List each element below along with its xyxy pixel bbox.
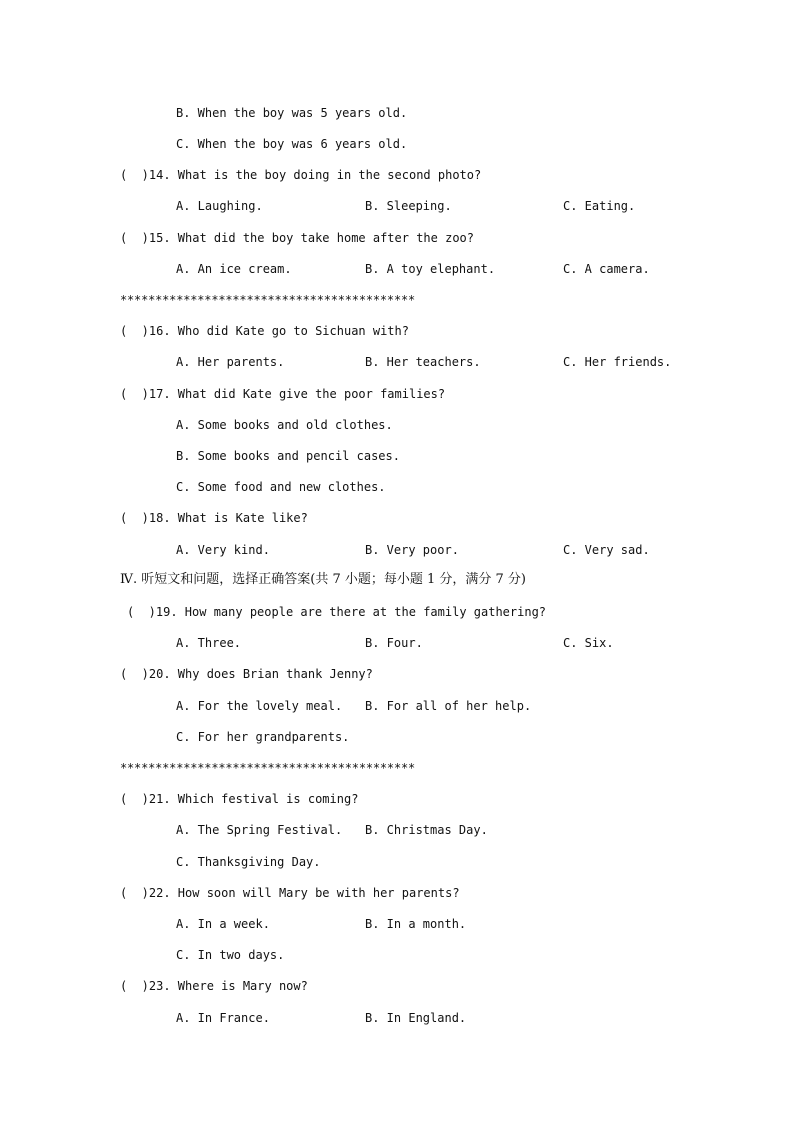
q20-option-c: C. For her grandparents. — [176, 730, 350, 744]
separator-1: ****************************************** — [120, 293, 416, 307]
q23-option-b: B. In England. — [365, 1011, 467, 1025]
q14-option-c: C. Eating. — [563, 199, 636, 213]
q22-question: ( )22. How soon will Mary be with her parents? — [120, 886, 460, 900]
q13-option-b: B. When the boy was 5 years old. — [176, 106, 408, 120]
q18-option-a: A. Very kind. — [176, 543, 270, 557]
q20-option-a: A. For the lovely meal. — [176, 699, 343, 713]
q20-option-b: B. For all of her help. — [365, 699, 532, 713]
separator-2: ****************************************** — [120, 761, 416, 775]
q18-option-b: B. Very poor. — [365, 543, 459, 557]
q19-question: ( )19. How many people are there at the family gathering? — [127, 605, 547, 619]
q21-question: ( )21. Which festival is coming? — [120, 792, 359, 806]
q19-option-a: A. Three. — [176, 636, 242, 650]
q21-option-c: C. Thanksgiving Day. — [176, 855, 321, 869]
q17-option-b: B. Some books and pencil cases. — [176, 449, 400, 463]
q16-question: ( )16. Who did Kate go to Sichuan with? — [120, 324, 409, 338]
q18-option-c: C. Very sad. — [563, 543, 650, 557]
section-heading-iv: Ⅳ. 听短文和问题，选择正确答案(共 7 小题；每小题 1 分，满分 7 分) — [120, 572, 527, 587]
q17-question: ( )17. What did Kate give the poor families? — [120, 387, 446, 401]
q15-question: ( )15. What did the boy take home after the zoo? — [120, 231, 475, 245]
q16-option-c: C. Her friends. — [563, 355, 672, 369]
q18-question: ( )18. What is Kate like? — [120, 511, 308, 525]
q15-option-b: B. A toy elephant. — [365, 262, 496, 276]
q15-option-c: C. A camera. — [563, 262, 650, 276]
q17-option-c: C. Some food and new clothes. — [176, 480, 386, 494]
q15-option-a: A. An ice cream. — [176, 262, 292, 276]
q19-option-b: B. Four. — [365, 636, 423, 650]
q22-option-c: C. In two days. — [176, 948, 285, 962]
q23-question: ( )23. Where is Mary now? — [120, 979, 308, 993]
q19-option-c: C. Six. — [563, 636, 614, 650]
q22-option-a: A. In a week. — [176, 917, 270, 931]
q14-option-b: B. Sleeping. — [365, 199, 452, 213]
q17-option-a: A. Some books and old clothes. — [176, 418, 393, 432]
q23-option-a: A. In France. — [176, 1011, 270, 1025]
q16-option-a: A. Her parents. — [176, 355, 285, 369]
q16-option-b: B. Her teachers. — [365, 355, 481, 369]
q14-question: ( )14. What is the boy doing in the second photo? — [120, 168, 482, 182]
q21-option-a: A. The Spring Festival. — [176, 823, 343, 837]
q20-question: ( )20. Why does Brian thank Jenny? — [120, 667, 373, 681]
q22-option-b: B. In a month. — [365, 917, 467, 931]
q14-option-a: A. Laughing. — [176, 199, 263, 213]
q21-option-b: B. Christmas Day. — [365, 823, 488, 837]
q13-option-c: C. When the boy was 6 years old. — [176, 137, 408, 151]
